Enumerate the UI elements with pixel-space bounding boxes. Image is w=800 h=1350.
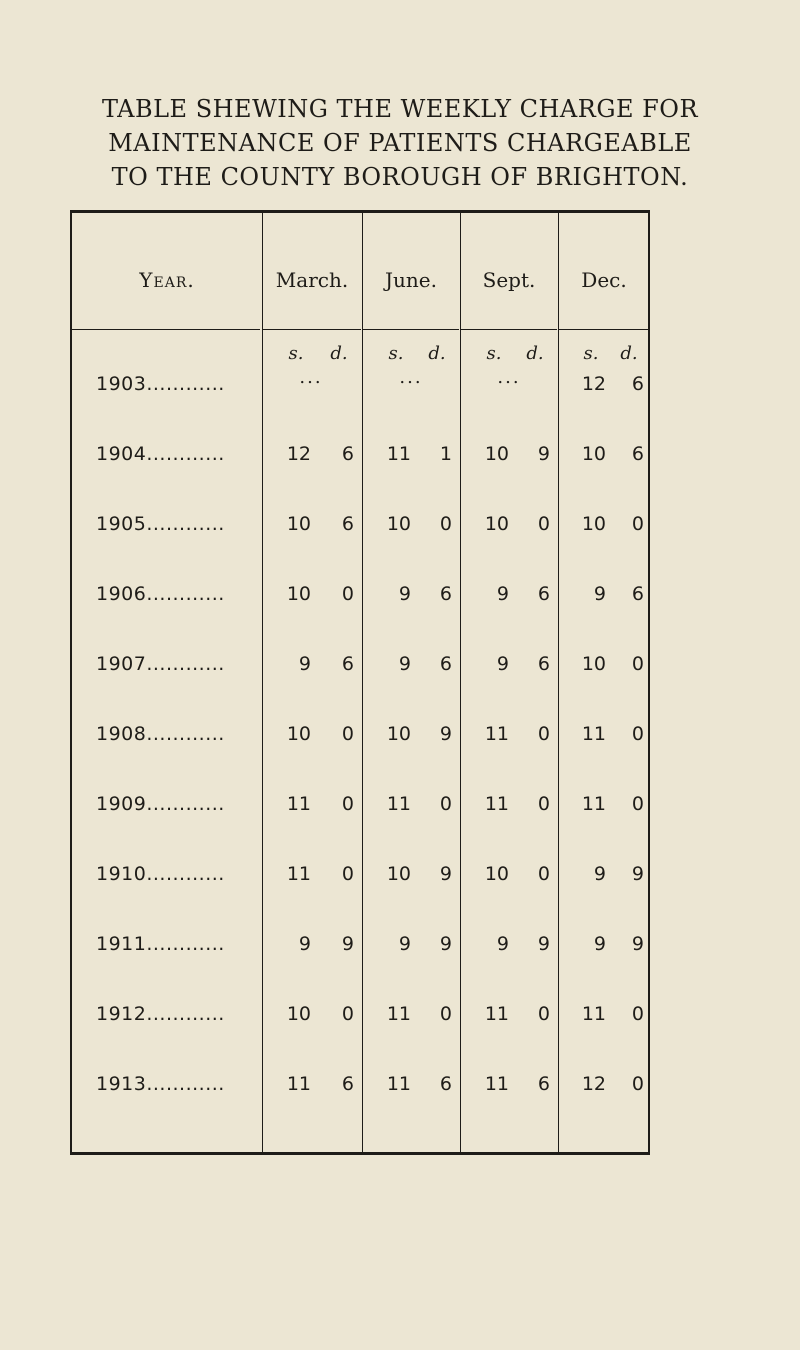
blank-entry: ... [399,367,423,388]
value-pence: 6 [341,513,354,535]
value-pence: 0 [439,793,452,815]
column-divider [460,213,461,1152]
year-label: 1904............ [96,443,225,465]
value-shillings: 10 [386,723,411,745]
value-shillings: 10 [286,583,311,605]
value-shillings: 11 [386,443,411,465]
value-pence: 9 [341,933,354,955]
header-march: March. [275,268,349,292]
value-shillings: 9 [496,583,509,605]
value-pence: 0 [631,1073,644,1095]
value-shillings: 10 [581,443,606,465]
value-shillings: 11 [581,723,606,745]
value-shillings: 12 [581,1073,606,1095]
year-label: 1907............ [96,653,225,675]
year-label: 1911............ [96,933,225,955]
value-shillings: 10 [484,513,509,535]
year-label: 1906............ [96,583,225,605]
value-shillings: 11 [386,1003,411,1025]
value-pence: 9 [631,933,644,955]
unit-shillings: s. [486,343,502,364]
value-pence: 6 [439,653,452,675]
unit-pence: d. [330,343,348,364]
value-shillings: 11 [581,1003,606,1025]
value-shillings: 11 [484,1073,509,1095]
value-pence: 1 [439,443,452,465]
value-shillings: 9 [298,933,311,955]
value-shillings: 11 [581,793,606,815]
value-pence: 6 [537,1073,550,1095]
value-pence: 9 [537,933,550,955]
title-line-2: MAINTENANCE OF PATIENTS CHARGEABLE [108,129,692,157]
blank-entry: ... [299,367,323,388]
value-shillings: 11 [386,1073,411,1095]
year-label: 1910............ [96,863,225,885]
value-pence: 0 [631,793,644,815]
value-pence: 0 [631,1003,644,1025]
value-pence: 9 [439,933,452,955]
value-pence: 0 [631,723,644,745]
value-pence: 9 [537,443,550,465]
unit-shillings: s. [388,343,404,364]
unit-pence: d. [428,343,446,364]
value-pence: 0 [341,863,354,885]
blank-entry: ... [497,367,521,388]
value-pence: 9 [631,863,644,885]
header-dec: Dec. [581,268,627,292]
value-shillings: 9 [496,653,509,675]
value-shillings: 11 [484,793,509,815]
column-divider [262,213,263,1152]
year-label: 1913............ [96,1073,225,1095]
value-pence: 6 [439,1073,452,1095]
value-shillings: 9 [593,863,606,885]
year-label: 1908............ [96,723,225,745]
value-pence: 6 [341,1073,354,1095]
charge-table [70,210,650,1155]
value-shillings: 10 [484,863,509,885]
header-sept: Sept. [482,268,536,292]
page-title [60,92,740,194]
value-shillings: 11 [286,863,311,885]
unit-pence: d. [526,343,544,364]
value-shillings: 9 [593,583,606,605]
title-line-1: TABLE SHEWING THE WEEKLY CHARGE FOR [101,95,699,123]
value-shillings: 9 [398,933,411,955]
value-pence: 6 [341,653,354,675]
value-shillings: 9 [593,933,606,955]
value-pence: 0 [341,1003,354,1025]
unit-shillings: s. [583,343,599,364]
value-pence: 9 [439,863,452,885]
value-pence: 0 [439,513,452,535]
header-year: Year. [139,268,195,292]
year-label: 1905............ [96,513,225,535]
header-rule [72,329,260,330]
value-pence: 0 [631,513,644,535]
header-rule [363,329,459,330]
value-shillings: 11 [484,723,509,745]
value-shillings: 10 [386,513,411,535]
value-pence: 6 [631,373,644,395]
header-june: June. [385,268,437,292]
header-rule [559,329,649,330]
value-shillings: 9 [298,653,311,675]
value-pence: 0 [537,863,550,885]
year-label: 1909............ [96,793,225,815]
value-pence: 0 [341,583,354,605]
value-pence: 6 [341,443,354,465]
value-pence: 6 [537,653,550,675]
value-pence: 6 [631,443,644,465]
value-shillings: 10 [386,863,411,885]
value-shillings: 10 [581,653,606,675]
value-pence: 0 [537,793,550,815]
year-label: 1903............ [96,373,225,395]
value-pence: 6 [631,583,644,605]
value-shillings: 9 [398,583,411,605]
header-rule [263,329,361,330]
column-divider [362,213,363,1152]
unit-pence: d. [620,343,638,364]
value-shillings: 12 [286,443,311,465]
value-pence: 9 [439,723,452,745]
value-shillings: 10 [286,723,311,745]
value-shillings: 11 [484,1003,509,1025]
value-shillings: 10 [581,513,606,535]
value-pence: 0 [631,653,644,675]
value-shillings: 11 [286,1073,311,1095]
value-pence: 0 [341,723,354,745]
value-shillings: 9 [398,653,411,675]
title-line-3: TO THE COUNTY BOROUGH OF BRIGHTON. [111,163,689,191]
value-pence: 0 [341,793,354,815]
value-shillings: 9 [496,933,509,955]
header-rule [461,329,557,330]
value-shillings: 10 [286,1003,311,1025]
value-pence: 0 [439,1003,452,1025]
unit-shillings: s. [288,343,304,364]
value-shillings: 10 [484,443,509,465]
value-pence: 6 [439,583,452,605]
column-divider [558,213,559,1152]
value-pence: 0 [537,513,550,535]
value-pence: 0 [537,723,550,745]
year-label: 1912............ [96,1003,225,1025]
value-pence: 0 [537,1003,550,1025]
value-shillings: 11 [386,793,411,815]
value-pence: 6 [537,583,550,605]
value-shillings: 10 [286,513,311,535]
value-shillings: 11 [286,793,311,815]
value-shillings: 12 [581,373,606,395]
